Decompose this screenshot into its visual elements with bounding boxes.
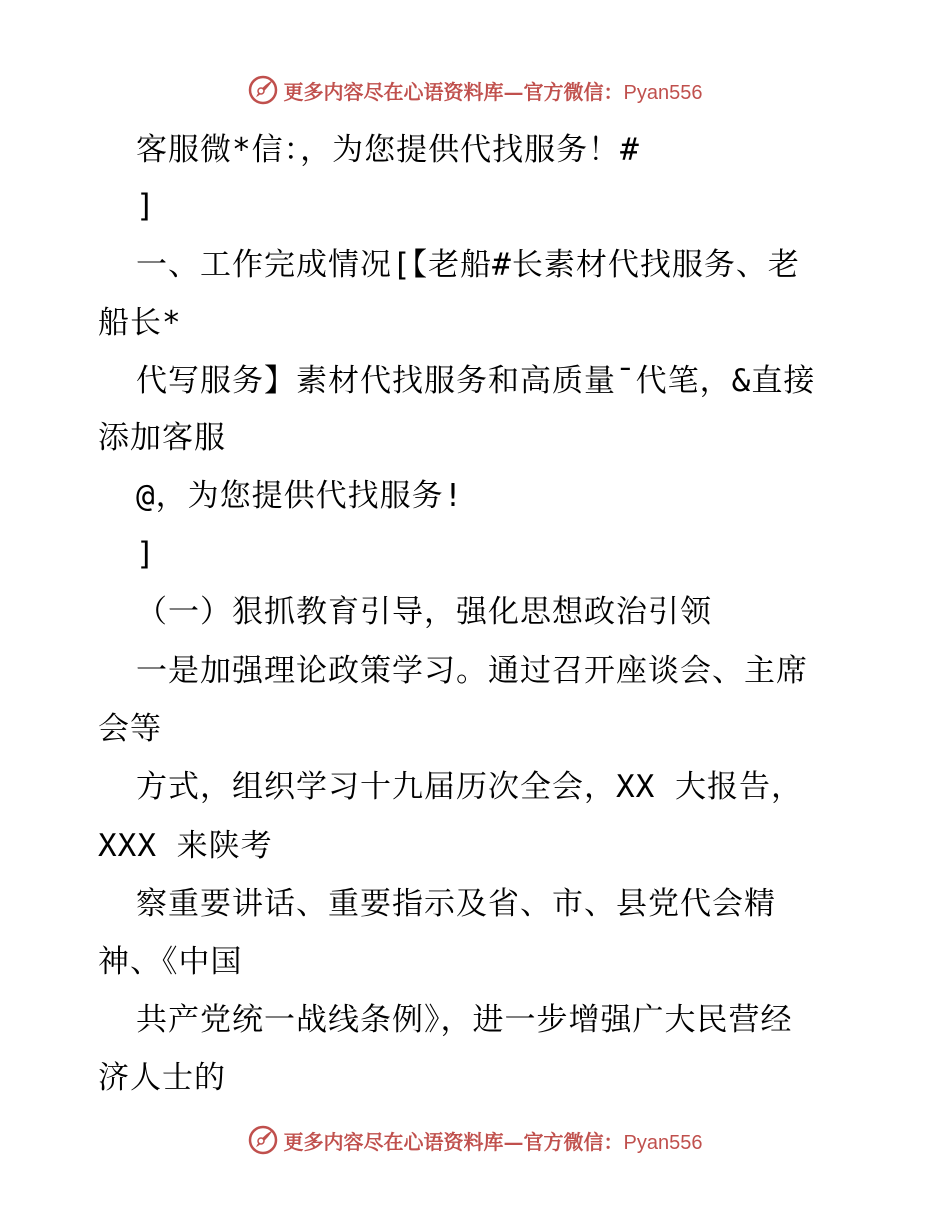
text-line: 神、《中国 <box>98 944 243 980</box>
header-banner <box>0 70 950 110</box>
text-line: 代写服务】素材代找服务和高质量¯代笔，&直接 <box>136 363 816 399</box>
text-line: ] <box>136 536 156 572</box>
banner-text: 更多内容尽在心语资料库—官方微信：Pyan556 <box>283 1129 703 1154</box>
text-line: 济人士的 <box>98 1060 226 1096</box>
text-line: 察重要讲话、重要指示及省、市、县党代会精 <box>136 886 776 922</box>
text-line: 一是加强理论政策学习。通过召开座谈会、主席 <box>136 653 808 689</box>
text-line: XXX 来陕考 <box>98 828 273 864</box>
text-line: ] <box>136 188 156 224</box>
text-line: 添加客服 <box>98 420 226 456</box>
text-line: 船长* <box>98 305 182 341</box>
banner-text: 更多内容尽在心语资料库—官方微信：Pyan556 <box>283 79 703 104</box>
footer-banner <box>0 1120 950 1160</box>
text-line: 方式，组织学习十九届历次全会，XX 大报告， <box>136 769 803 805</box>
quill-logo-icon <box>248 1125 278 1155</box>
text-line: 一、工作完成情况[【老船#长素材代找服务、老 <box>136 247 800 283</box>
wechat-id: Pyan556 <box>623 1131 703 1154</box>
text-line: @，为您提供代找服务! <box>136 478 464 514</box>
text-line: 共产党统一战线条例》，进一步增强广大民营经 <box>136 1002 793 1038</box>
text-line: 客服微*信：，为您提供代找服务！# <box>136 132 640 168</box>
text-line: （一）狠抓教育引导，强化思想政治引领 <box>136 594 712 630</box>
quill-logo-icon <box>248 75 278 105</box>
text-line: 会等 <box>98 711 162 747</box>
wechat-id: Pyan556 <box>623 81 703 104</box>
